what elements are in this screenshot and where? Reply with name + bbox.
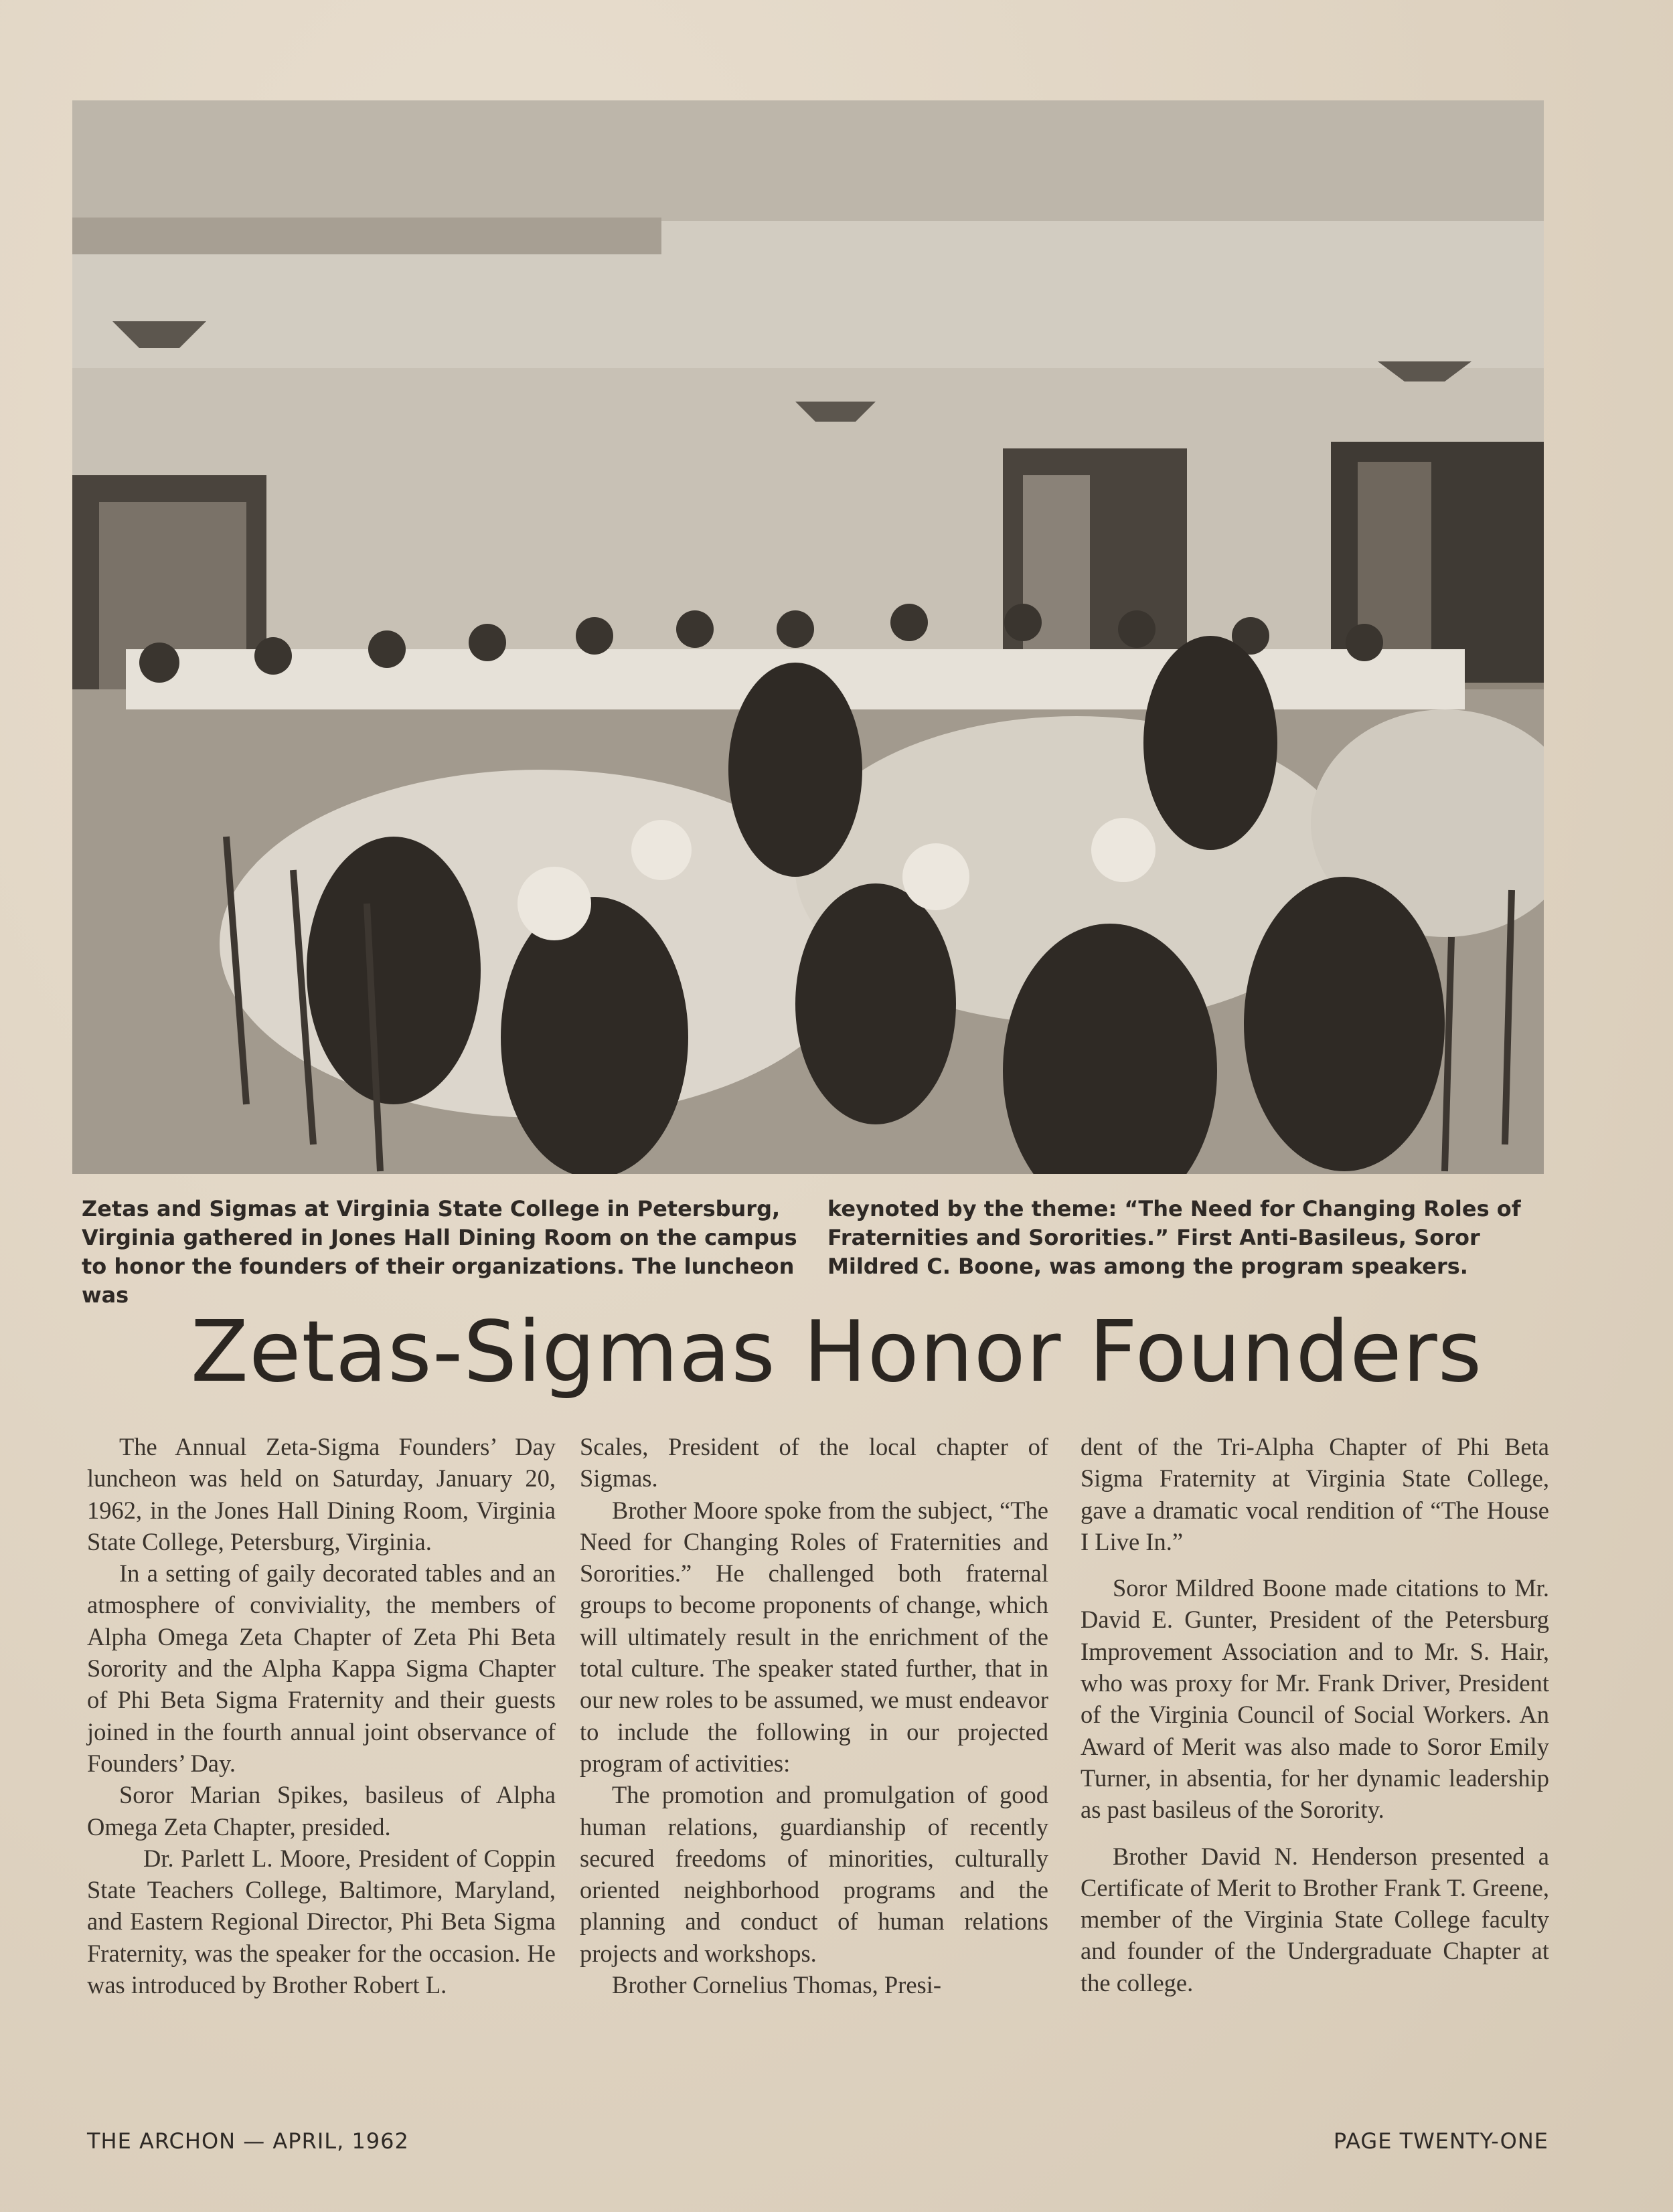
paragraph: Brother Cornelius Thomas, Presi- <box>612 1971 942 1999</box>
paragraph: Brother Moore spoke from the subject, “The Need for Changing Roles of Fraternities and Sororities.” He challenged both fraternal groups to become proponents of change, which will ultimately result in the enrichment of the total culture. The speaker stated further, that in our new roles to be assumed, we must endeavor to include the following in our projected program of activities: <box>580 1496 1048 1777</box>
paragraph: Soror Marian Spikes, basileus of Alpha Omega Zeta Chapter, presided. <box>87 1781 556 1841</box>
paragraph: Brother David N. Henderson presented a Certificate of Merit to Brother Frank T. Greene, member of the Virginia State College faculty and founder of the Undergraduate Chapter at the college. <box>1081 1842 1549 1996</box>
article-column-3 <box>1081 1431 1549 1998</box>
article-headline: Zetas-Sigmas Honor Founders <box>190 1302 1483 1401</box>
footer-page-number: PAGE TWENTY-ONE <box>1333 2128 1548 2154</box>
paragraph: Dr. Parlett L. Moore, President of Coppin State Teachers College, Baltimore, Maryland, and Eastern Regional Director, Phi Beta Sigma Fraternity, was the speaker for the occasion. He was introduced by Brother Robert L. <box>87 1844 556 1999</box>
paragraph: dent of the Tri-Alpha Chapter of Phi Beta Sigma Fraternity at Virginia State College, gave a dramatic vocal rendition of “The House I Live In.” <box>1081 1433 1549 1555</box>
article-column-2 <box>580 1431 1048 2001</box>
paragraph: The Annual Zeta-Sigma Founders’ Day luncheon was held on Saturday, January 20, 1962, in the Jones Hall Dining Room, Virginia State College, Petersburg, Virginia. <box>87 1433 556 1555</box>
dining-room-photo <box>72 100 1544 1174</box>
photo-caption-left: Zetas and Sigmas at Virginia State College in Petersburg, Virginia gathered in Jones Hall Dining Room on the campus to honor the founders of their organizations. The luncheon was <box>82 1196 797 1308</box>
photo-caption-right: keynoted by the theme: “The Need for Changing Roles of Fraternities and Sororities.” First Anti-Basileus, Soror Mildred C. Boone, was among the program speakers. <box>827 1196 1521 1279</box>
footer-publication: THE ARCHON — APRIL, 1962 <box>87 2128 409 2154</box>
paragraph: The promotion and promulgation of good human relations, guardianship of recently secured freedoms of minorities, culturally oriented neighborhood programs and the planning and conduct of human relations projects and workshops. <box>580 1781 1048 1967</box>
paragraph: Scales, President of the local chapter of Sigmas. <box>580 1433 1048 1493</box>
article-column-1 <box>87 1431 556 2001</box>
paragraph: Soror Mildred Boone made citations to Mr. David E. Gunter, President of the Petersburg Improvement Association and to Mr. S. Hair, who was proxy for Mr. Frank Driver, President of the Virginia Council of Social Workers. An Award of Merit was also made to Soror Emily Turner, in absentia, for her dynamic leadership as past basileus of the Sorority. <box>1081 1574 1549 1824</box>
paragraph: In a setting of gaily decorated tables and an atmosphere of conviviality, the members of Alpha Omega Zeta Chapter of Zeta Phi Beta Sorority and the Alpha Kappa Sigma Chapter of Phi Beta Sigma Fraternity and their guests joined in the fourth annual joint observance of Founders’ Day. <box>87 1559 556 1777</box>
banquet-scene-illustration <box>72 100 1544 1174</box>
